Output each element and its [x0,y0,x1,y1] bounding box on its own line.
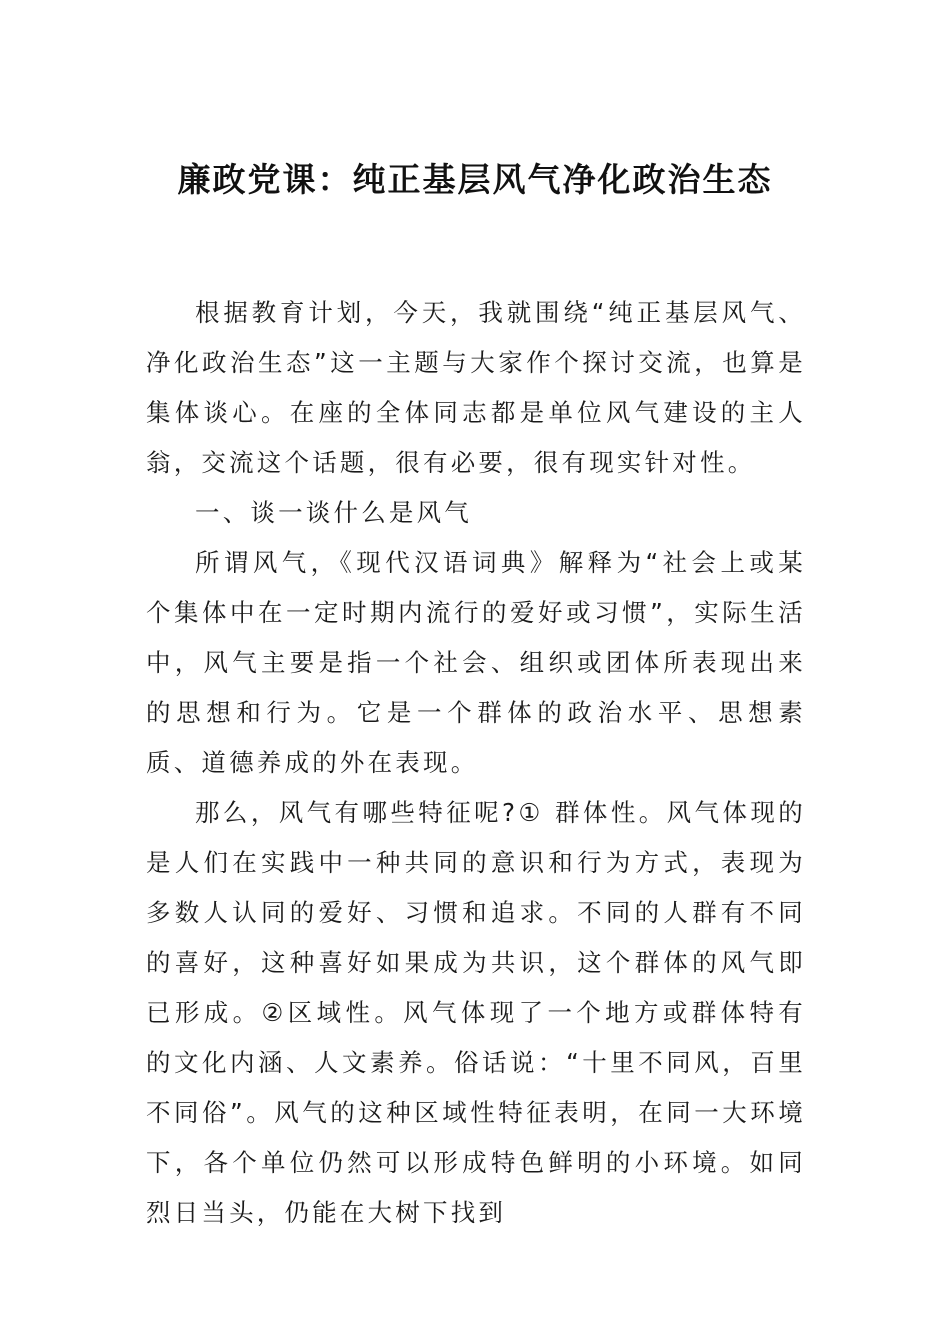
paragraph-definition: 所谓风气，《现代汉语词典》解释为“社会上或某个集体中在一定时期内流行的爱好或习惯”，实际生活中，风气主要是指一个社会、组织或团体所表现出来的思想和行为。它是一个群体的政治水平、思想素质、道德养成的外在表现。 [146,548,806,777]
paragraph-characteristics: 那么，风气有哪些特征呢?① 群体性。风气体现的是人们在实践中一种共同的意识和行为方式，表现为多数人认同的爱好、习惯和追求。不同的人群有不同的喜好，这种喜好如果成为共识，这个群体的风气即已形成。②区域性。风气体现了一个地方或群体特有的文化内涵、人文素养。俗话说：“十里不同风，百里不同俗”。风气的这种区域性特征表明，在同一大环境下，各个单位仍然可以形成特色鲜明的小环境。如同烈日当头，仍能在大树下找到 [146,798,806,1227]
document-body [146,288,806,1238]
section-heading: 一、谈一谈什么是风气 [195,498,472,527]
paragraph-intro: 根据教育计划，今天，我就围绕“纯正基层风气、净化政治生态”这一主题与大家作个探讨交流，也算是集体谈心。在座的全体同志都是单位风气建设的主人翁，交流这个话题，很有必要，很有现实针对性。 [146,298,806,477]
document-title: 廉政党课：纯正基层风气净化政治生态 [177,160,773,199]
